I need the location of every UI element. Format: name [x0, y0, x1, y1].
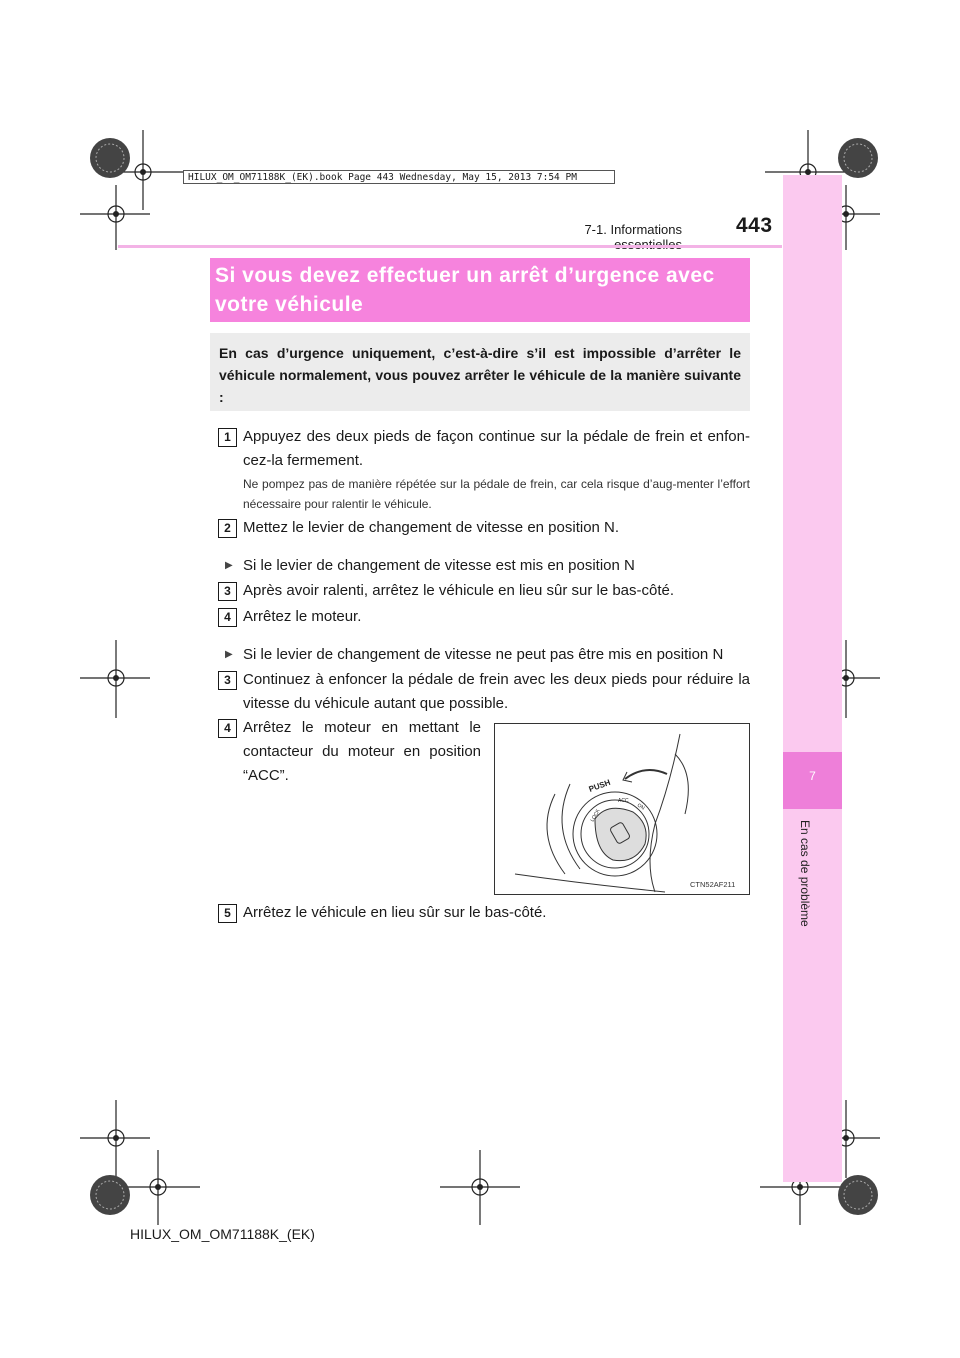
step-number: 4	[218, 719, 237, 738]
step-number: 5	[218, 904, 237, 923]
step-text: Mettez le levier de changement de vitesse en position N.	[243, 519, 620, 536]
step-text: Arrêtez le véhicule en lieu sûr sur le bas-côté.	[243, 904, 547, 921]
step-number: 1	[218, 428, 237, 447]
chapter-title: En cas de problème	[798, 820, 812, 927]
on-label: ON	[636, 802, 646, 812]
condition-text: Si le levier de changement de vitesse est mis en position N	[243, 557, 635, 574]
intro-text: En cas d’urgence uniquement, c’est-à-dire s’il est impossible d’arrêter le véhicule normalement, vous pouvez arrêter le véhicule de la manière suivante :	[219, 345, 741, 405]
step-number: 3	[218, 582, 237, 601]
acc-label: ACC	[618, 798, 629, 804]
footer-doc-id: HILUX_OM_OM71188K_(EK)	[130, 1226, 315, 1242]
figure-code: CTN52AF211	[690, 880, 736, 889]
step-text: Continuez à enfoncer la pédale de frein avec les deux pieds pour réduire la vitesse du véhicule autant que possible.	[243, 671, 750, 712]
condition-text: Si le levier de changement de vitesse ne peut pas être mis en position N	[243, 646, 724, 663]
push-label: PUSH	[587, 777, 612, 794]
step-text: Arrêtez le moteur en mettant le contacteur du moteur en position “ACC”.	[243, 719, 481, 784]
step-note: Ne pompez pas de manière répétée sur la pédale de frein, car cela risque d’aug-menter l’effort nécessaire pour ralentir le véhicule.	[243, 477, 750, 511]
page-number: 443	[736, 214, 773, 237]
header-rule	[118, 245, 782, 248]
condition-arrow-icon: ▶	[225, 560, 233, 571]
step-text: Après avoir ralenti, arrêtez le véhicule en lieu sûr sur le bas-côté.	[243, 582, 675, 599]
step-number: 4	[218, 608, 237, 627]
chapter-number: 7	[809, 769, 816, 783]
step-number: 3	[218, 671, 237, 690]
chapter-side-tab	[783, 175, 842, 1182]
condition-arrow-icon: ▶	[225, 649, 233, 660]
step-text: Appuyez des deux pieds de façon continue sur la pédale de frein et enfon-cez-la fermement.	[243, 428, 750, 469]
ignition-switch-illustration	[494, 723, 750, 895]
engine-switch-drawing	[495, 724, 749, 894]
section-label: 7-1. Informations	[584, 222, 682, 237]
page-title: Si vous devez effectuer un arrêt d’urgence avec votre véhicule	[215, 264, 715, 316]
step-text: Arrêtez le moteur.	[243, 608, 362, 625]
book-stamp: HILUX_OM_OM71188K_(EK).book Page 443 Wednesday, May 15, 2013 7:54 PM	[183, 170, 615, 184]
lock-label: LOCK	[589, 808, 602, 823]
step-number: 2	[218, 519, 237, 538]
